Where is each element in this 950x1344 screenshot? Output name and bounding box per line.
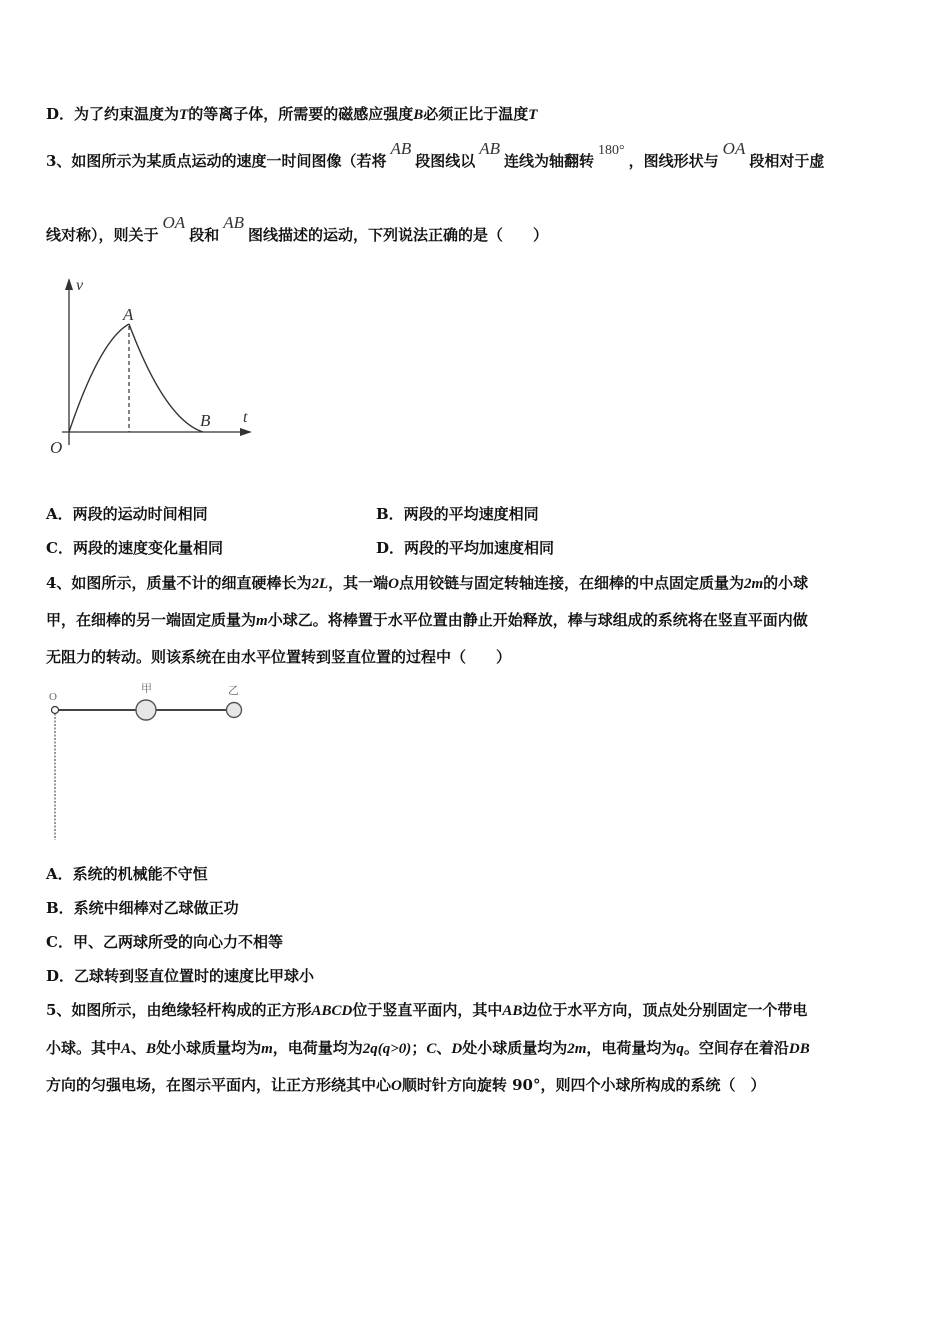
ball-yi bbox=[227, 703, 242, 718]
q5-stem-line3: 方向的匀强电场，在图示平面内，让正方形绕其中心O顺时针方向旋转 90°，则四个小球所构成的系统（ ） bbox=[46, 1076, 766, 1094]
q5-stem-line1: 5、如图所示，由绝缘轻杆构成的正方形ABCD位于竖直平面内，其中AB边位于水平方向，顶点处分别固定一个带电 bbox=[46, 1001, 808, 1019]
ball-jia bbox=[136, 700, 156, 720]
label-yi: 乙 bbox=[228, 685, 239, 697]
q4-stem-line2: 甲，在细棒的另一端固定质量为m小球乙。将棒置于水平位置由静止开始释放，棒与球组成的系统将在竖直平面内做 bbox=[46, 611, 808, 629]
q3-stem-line2: 线对称），则关于OA段和AB图线描述的运动，下列说法正确的是（ ） bbox=[46, 213, 548, 244]
t-axis-arrow bbox=[240, 428, 252, 436]
pivot-o bbox=[52, 707, 59, 714]
oa-curve bbox=[69, 324, 129, 432]
label-b: B bbox=[200, 411, 211, 430]
q3-option-c[interactable]: C．两段的速度变化量相同 bbox=[46, 539, 223, 557]
q3-stem-line1: 3、如图所示为某质点运动的速度一时间图像（若将AB段图线以AB连线为轴翻转180°，图线形状与OA段相对于虚 bbox=[46, 139, 825, 170]
q4-option-c[interactable]: C．甲、乙两球所受的向心力不相等 bbox=[46, 933, 283, 951]
label-jia: 甲 bbox=[141, 683, 152, 695]
label-o-point: O bbox=[49, 691, 57, 703]
q3-vt-graph bbox=[40, 270, 270, 470]
v-axis-arrow bbox=[65, 278, 73, 290]
q4-stem-line1: 4、如图所示，质量不计的细直硬棒长为2L，其一端O点用铰链与固定转轴连接，在细棒的中点固定质量为2m的小球 bbox=[46, 574, 809, 592]
q3-option-a[interactable]: A．两段的运动时间相同 bbox=[46, 505, 208, 523]
q5-stem-line2: 小球。其中A、B处小球质量均为m，电荷量均为2q(q>0)；C、D处小球质量均为2m，电荷量均为q。空间存在着沿DB bbox=[46, 1039, 810, 1057]
q4-option-d[interactable]: D．乙球转到竖直位置时的速度比甲球小 bbox=[46, 967, 315, 985]
q4-stem-line3: 无阻力的转动。则该系统在由水平位置转到竖直位置的过程中（ ） bbox=[46, 648, 512, 666]
q4-option-b[interactable]: B．系统中细棒对乙球做正功 bbox=[46, 899, 239, 917]
label-o: O bbox=[50, 438, 63, 457]
label-v: v bbox=[76, 277, 84, 294]
q3-option-d[interactable]: D．两段的平均加速度相同 bbox=[376, 539, 555, 557]
q4-rod-figure bbox=[40, 680, 260, 850]
q4-option-a[interactable]: A．系统的机械能不守恒 bbox=[46, 865, 208, 883]
q2-option-d: D．为了约束温度为T的等离子体，所需要的磁感应强度B必须正比于温度T bbox=[46, 105, 538, 123]
q3-option-b[interactable]: B．两段的平均速度相同 bbox=[376, 505, 539, 523]
label-a: A bbox=[123, 305, 134, 324]
label-t: t bbox=[243, 409, 248, 426]
ab-curve bbox=[129, 324, 203, 432]
